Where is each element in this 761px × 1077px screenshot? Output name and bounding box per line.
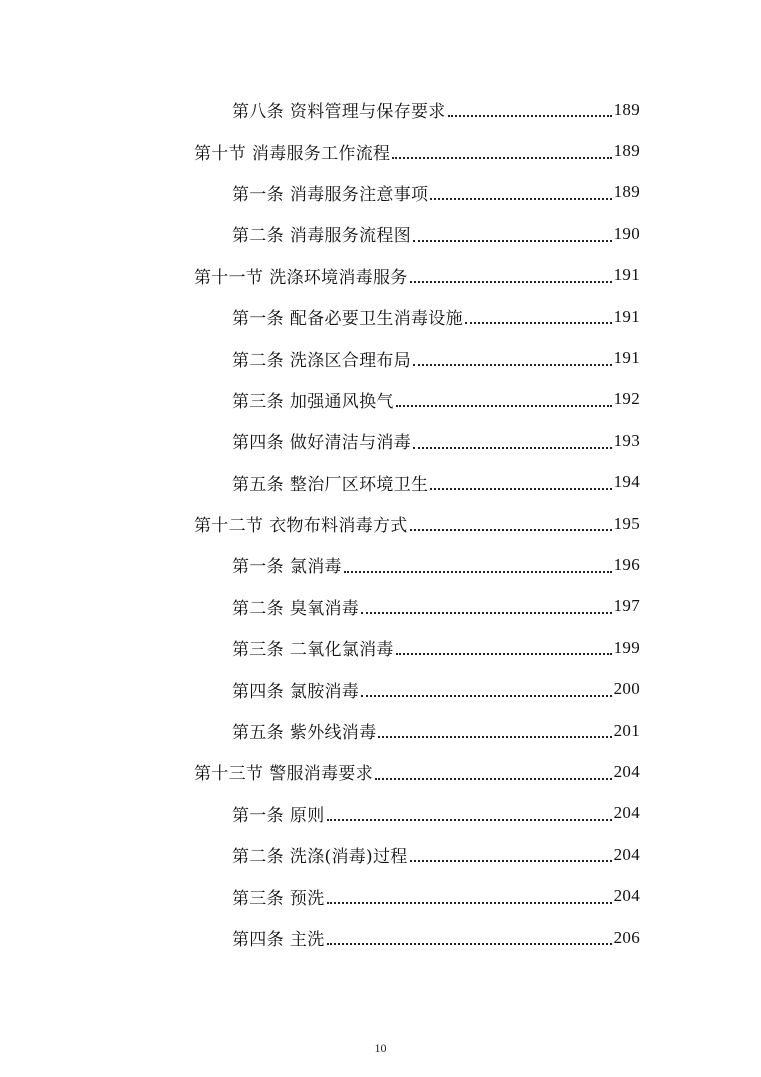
- toc-entry[interactable]: [0, 420, 640, 461]
- toc-entry-title: 加强通风换气: [289, 391, 394, 412]
- toc-entry-number: 第二条: [232, 350, 284, 371]
- toc-entry[interactable]: [0, 917, 640, 958]
- toc-entry-page: 190: [613, 223, 640, 243]
- toc-entry-page: 194: [613, 472, 640, 492]
- toc-dot-leader: [396, 652, 612, 655]
- toc-entry-page: 204: [613, 803, 640, 823]
- toc-entry-label: [232, 304, 463, 329]
- toc-dot-leader: [410, 859, 612, 862]
- toc-entry-title: 氯消毒: [289, 557, 342, 578]
- toc-dot-leader: [413, 446, 612, 449]
- toc-dot-leader: [448, 114, 612, 117]
- toc-entry-title: 警服消毒要求: [269, 764, 374, 785]
- toc-dot-leader: [410, 280, 612, 283]
- table-of-contents: [0, 89, 761, 958]
- toc-entry[interactable]: [0, 130, 640, 171]
- toc-entry-title: 臭氧消毒: [289, 598, 360, 619]
- toc-entry-label: [232, 884, 325, 909]
- toc-entry[interactable]: [0, 834, 640, 875]
- toc-entry-page: 191: [613, 348, 640, 368]
- toc-dot-leader: [413, 239, 612, 242]
- toc-entry[interactable]: [0, 544, 640, 585]
- toc-entry-title: 整治厂区环境卫生: [289, 474, 429, 495]
- toc-entry-label: [232, 97, 446, 122]
- toc-entry-title: 配备必要卫生消毒设施: [289, 309, 463, 330]
- toc-entry-label: [232, 552, 342, 577]
- toc-entry-page: 196: [613, 554, 640, 574]
- toc-entry-title: 洗涤(消毒)过程: [289, 847, 408, 868]
- toc-entry-page: 204: [613, 844, 640, 864]
- toc-entry-number: 第一条: [232, 309, 284, 330]
- toc-entry-title: 紫外线消毒: [289, 723, 377, 744]
- toc-entry-label: [232, 677, 359, 702]
- toc-dot-leader: [413, 363, 612, 366]
- toc-entry[interactable]: [0, 668, 640, 709]
- toc-entry-number: 第二条: [232, 226, 284, 247]
- toc-entry-number: 第八条: [232, 102, 284, 123]
- toc-entry-number: 第五条: [232, 723, 284, 744]
- toc-entry-page: 189: [613, 182, 640, 202]
- toc-entry-page: 204: [613, 886, 640, 906]
- toc-entry[interactable]: [0, 462, 640, 503]
- toc-entry-label: [232, 387, 394, 412]
- toc-entry-title: 消毒服务工作流程: [251, 143, 391, 164]
- toc-entry-number: 第三条: [232, 888, 284, 909]
- toc-dot-leader: [465, 321, 612, 324]
- toc-entry-number: 第二条: [232, 598, 284, 619]
- toc-entry-title: 氯胺消毒: [289, 681, 360, 702]
- toc-entry-page: 195: [613, 513, 640, 533]
- toc-entry-page: 200: [613, 679, 640, 699]
- toc-entry[interactable]: [0, 172, 640, 213]
- toc-entry[interactable]: [0, 213, 640, 254]
- toc-entry[interactable]: [0, 503, 640, 544]
- toc-entry[interactable]: [0, 627, 640, 668]
- toc-entry-page: 204: [613, 761, 640, 781]
- toc-entry-number: 第十二节: [194, 516, 264, 537]
- toc-entry-number: 第四条: [232, 681, 284, 702]
- toc-dot-leader: [430, 197, 611, 200]
- toc-entry-number: 第五条: [232, 474, 284, 495]
- toc-entry-label: [232, 594, 359, 619]
- toc-entry-title: 消毒服务注意事项: [289, 184, 429, 205]
- toc-dot-leader: [327, 818, 612, 821]
- toc-entry-label: [194, 759, 373, 784]
- toc-entry-label: [232, 221, 411, 246]
- toc-entry-title: 洗涤环境消毒服务: [269, 267, 408, 288]
- toc-dot-leader: [361, 694, 611, 697]
- toc-entry[interactable]: [0, 586, 640, 627]
- toc-entry-label: [232, 801, 325, 826]
- toc-entry-title: 二氧化氯消毒: [289, 640, 394, 661]
- toc-entry-page: 197: [613, 596, 640, 616]
- toc-entry-title: 消毒服务流程图: [289, 226, 412, 247]
- toc-entry-label: [232, 925, 325, 950]
- toc-dot-leader: [344, 570, 612, 573]
- toc-entry-label: [194, 263, 408, 288]
- toc-entry[interactable]: [0, 875, 640, 916]
- toc-entry-title: 衣物布料消毒方式: [269, 516, 408, 537]
- toc-entry[interactable]: [0, 793, 640, 834]
- toc-entry-label: [232, 470, 428, 495]
- toc-dot-leader: [327, 942, 612, 945]
- toc-entry-label: [232, 842, 408, 867]
- toc-entry-title: 预洗: [289, 888, 325, 909]
- toc-entry-page: 191: [613, 306, 640, 326]
- toc-entry[interactable]: [0, 337, 640, 378]
- toc-entry-label: [232, 428, 411, 453]
- toc-entry-label: [194, 139, 390, 164]
- toc-entry-page: 199: [613, 637, 640, 657]
- toc-entry-number: 第三条: [232, 391, 284, 412]
- toc-entry-number: 第十节: [194, 143, 246, 164]
- toc-entry[interactable]: [0, 751, 640, 792]
- toc-entry-page: 189: [613, 99, 640, 119]
- toc-entry-page: 206: [613, 927, 640, 947]
- toc-entry-title: 资料管理与保存要求: [289, 102, 446, 123]
- toc-entry-number: 第二条: [232, 847, 284, 868]
- toc-dot-leader: [361, 611, 611, 614]
- toc-dot-leader: [375, 777, 612, 780]
- toc-entry-label: [232, 635, 394, 660]
- toc-entry[interactable]: [0, 710, 640, 751]
- toc-entry-page: 189: [613, 141, 640, 161]
- toc-entry-number: 第四条: [232, 433, 284, 454]
- toc-dot-leader: [430, 487, 611, 490]
- toc-entry-page: 201: [613, 720, 640, 740]
- toc-entry[interactable]: [0, 89, 640, 130]
- toc-entry[interactable]: [0, 255, 640, 296]
- toc-entry-number: 第十三节: [194, 764, 264, 785]
- page-number: 10: [374, 1041, 387, 1055]
- toc-dot-leader: [396, 404, 612, 407]
- toc-entry-page: 192: [613, 389, 640, 409]
- toc-entry-number: 第一条: [232, 184, 284, 205]
- toc-dot-leader: [378, 735, 611, 738]
- toc-entry-title: 做好清洁与消毒: [289, 433, 412, 454]
- toc-entry-number: 第一条: [232, 557, 284, 578]
- toc-entry-title: 洗涤区合理布局: [289, 350, 412, 371]
- toc-entry-number: 第十一节: [194, 267, 264, 288]
- toc-dot-leader: [410, 528, 612, 531]
- toc-entry-number: 第三条: [232, 640, 284, 661]
- toc-entry-number: 第四条: [232, 930, 284, 950]
- toc-entry[interactable]: [0, 379, 640, 420]
- toc-entry-label: [194, 511, 408, 536]
- toc-entry-label: [232, 180, 428, 205]
- toc-dot-leader: [392, 156, 611, 159]
- toc-entry-label: [232, 346, 411, 371]
- toc-entry-title: 原则: [289, 805, 325, 826]
- toc-entry-page: 191: [613, 265, 640, 285]
- toc-entry-title: 主洗: [289, 930, 325, 950]
- toc-entry-page: 193: [613, 430, 640, 450]
- toc-dot-leader: [327, 901, 612, 904]
- toc-entry-label: [232, 718, 376, 743]
- toc-entry-number: 第一条: [232, 805, 284, 826]
- toc-entry[interactable]: [0, 296, 640, 337]
